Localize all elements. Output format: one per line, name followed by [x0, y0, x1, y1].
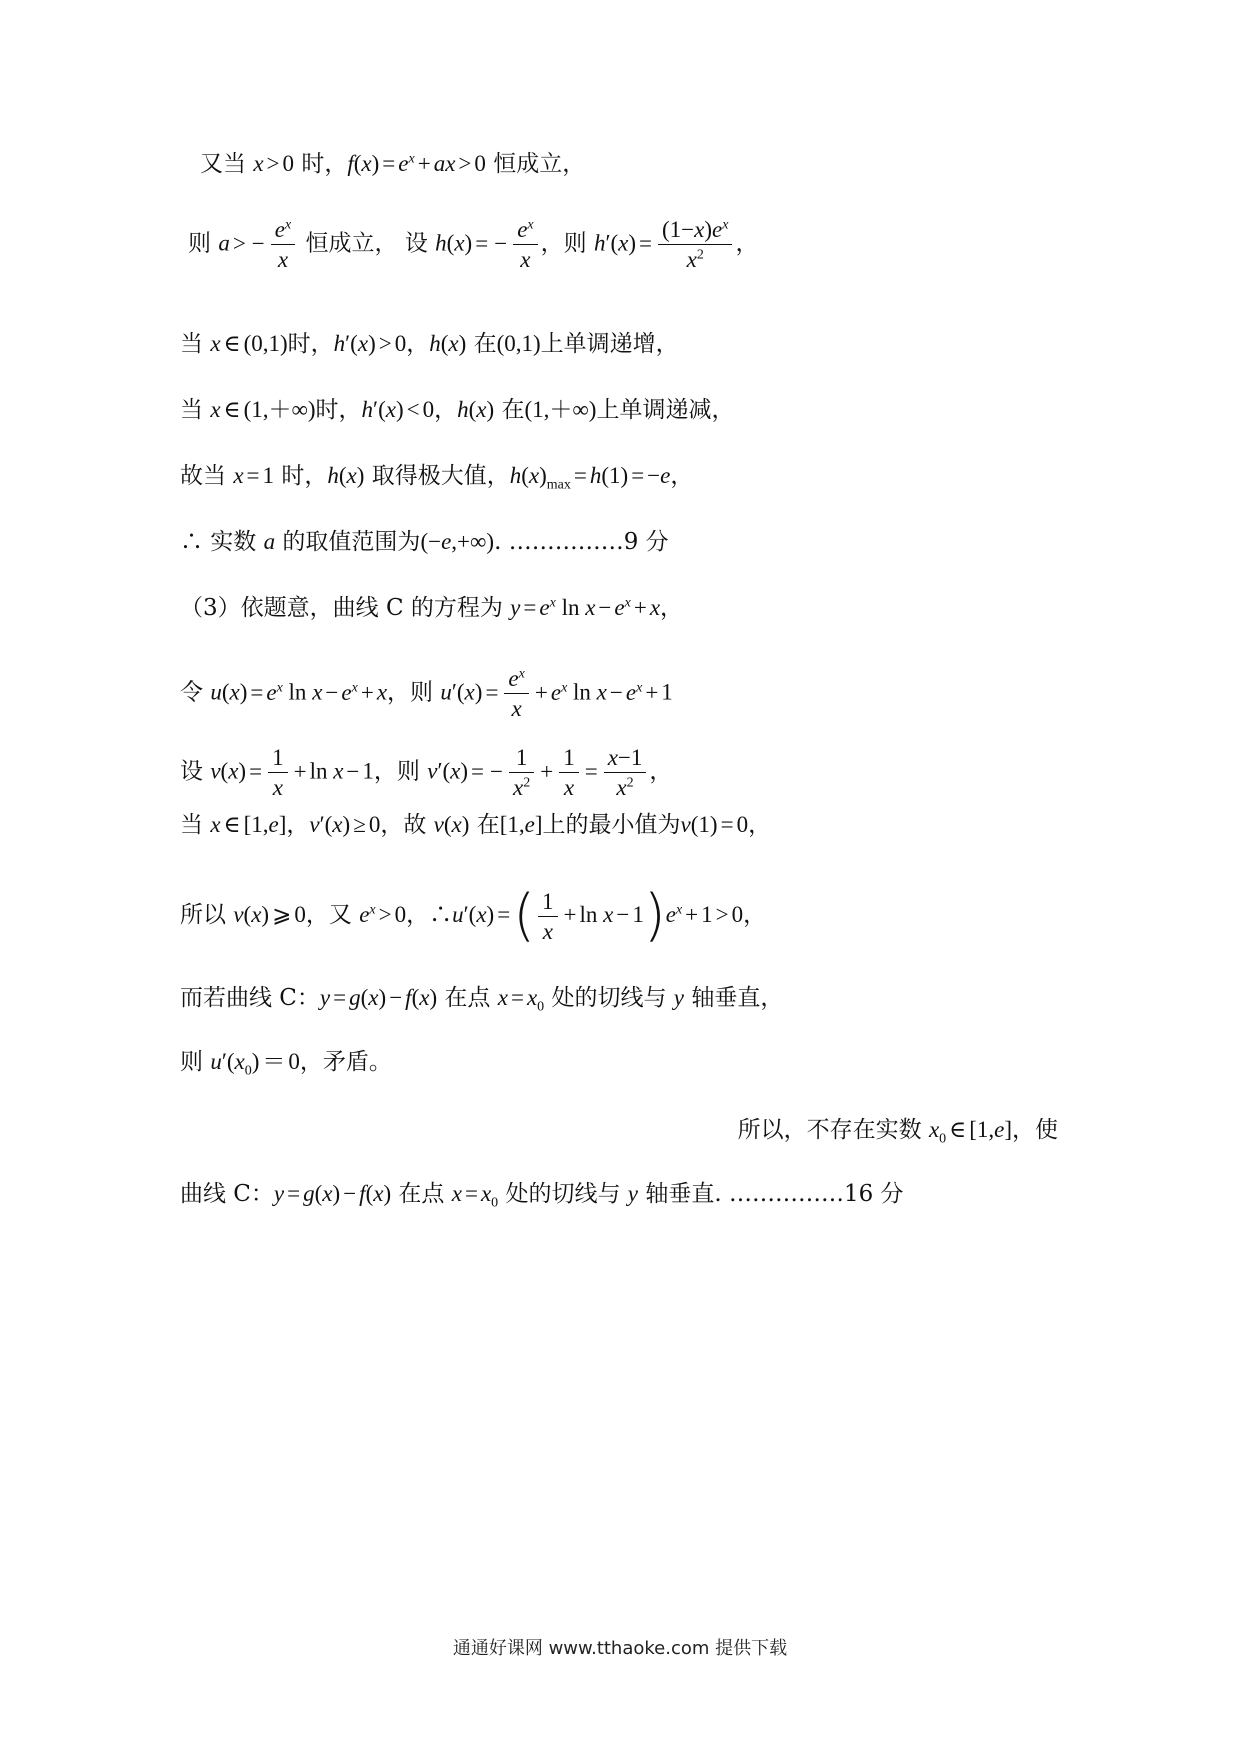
solution-line-13: 则 $u'(x_0) = 0$，矛盾。 [180, 1049, 392, 1079]
text: ， [743, 902, 767, 928]
solution-line-4: 当 x ∈ (1,＋∞)时，h′(x) < 0，h(x) 在(1,＋∞)上单调递减， [180, 397, 735, 423]
text: 在 [469, 812, 500, 838]
text: ∴ 实数 [180, 529, 264, 555]
text: 时， [315, 397, 362, 423]
text: ， [406, 331, 430, 357]
text: 所以 [180, 902, 234, 928]
text: 取得极大值， [364, 463, 510, 489]
fraction: $\frac{e^x}{x}$ [513, 218, 537, 271]
text: 当 [180, 331, 211, 357]
text: 设 [180, 758, 211, 785]
text: 在 [494, 397, 525, 423]
text: ，又 [305, 902, 360, 928]
text: 故当 [180, 463, 234, 489]
text: 曲线 C： [180, 1181, 274, 1207]
text: 轴垂直. ……………16 分 [638, 1181, 904, 1207]
text: ， [660, 595, 684, 621]
text: ， [670, 463, 694, 489]
solution-line-10: 当 x ∈ [1,e]，v′(x) ≥ 0，故 v(x) 在[1,e]上的最小值为v(1) = 0， [180, 812, 772, 838]
fraction: $\frac{x-1}{x^2}$ [604, 746, 647, 799]
text: 时， [274, 463, 328, 489]
text: 在点 [437, 985, 498, 1011]
text: 的取值范围为 [275, 529, 421, 555]
text: 时， [294, 151, 348, 177]
solution-line-7: （3）依题意，曲线 C 的方程为 $y = e^x$ $\ln x - e^x + x$， [180, 595, 684, 621]
text: 当 [180, 397, 211, 423]
solution-line-3: 当 x ∈ (0,1)时，h′(x) > 0，h(x) 在(0,1)上单调递增， [180, 331, 679, 357]
text: ，矛盾。 [299, 1049, 392, 1075]
text: ， [748, 812, 772, 838]
solution-line-15: 曲线 C：y = g(x) − f(x) 在点 $x = x_0$ 处的切线与 y 轴垂直. ……………16 分 [180, 1181, 904, 1211]
fraction: $\frac{1}{x}$ [268, 746, 288, 799]
text: 上的最小值为 [542, 812, 681, 838]
text: ，故 [380, 812, 434, 838]
text: 则 [188, 230, 219, 257]
text: 而若曲线 C： [180, 985, 320, 1011]
solution-line-11: 所以 v(x) ⩾ 0，又 $e^x > 0$，∴u′(x) =( $\frac{1}{x}$ + $\ln x - 1)e^x + 1 > 0$， [180, 883, 767, 948]
solution-line-6: ∴ 实数 a 的取值范围为(−e,+∞). ……………9 分 [180, 529, 669, 555]
solution-line-5: 故当 x = 1 时，h(x) 取得极大值，$h(x)_{max} = h(1) = -e$， [180, 463, 694, 493]
solution-line-8: 令 $u(x) = e^x$ $\ln x - e^x + x$，则 u′(x) = $\frac{e^x}{x}$ + $e^x$ $\ln x - e^x + 1$ [180, 666, 673, 721]
text: ，使 [1012, 1117, 1058, 1143]
text: ， [434, 397, 458, 423]
text: 上单调递减， [596, 397, 735, 423]
solution-line-14: 所以，不存在实数 $x_0$ ∈ [1,e]，使 [737, 1117, 1058, 1147]
fraction: $\frac{e^x}{x}$ [504, 667, 528, 720]
text: 则 [180, 1049, 211, 1075]
text: 恒成立， 设 [298, 230, 436, 257]
solution-line-1: 又当 x > 0 时，$f(x) = e^x$ + ax > 0 恒成立， [200, 151, 586, 177]
text: ，则 [373, 758, 428, 785]
text: . ……………9 分 [494, 529, 669, 555]
text: ， [286, 812, 310, 838]
fraction: $\frac{(1-x)e^x}{x^2}$ [658, 218, 732, 271]
fraction: $\frac{1}{x^2}$ [509, 746, 534, 799]
solution-line-2: 则 a > − $\frac{e^x}{x}$ 恒成立， 设 h(x) = − $\frac{e^x}{x}$ ，则 h′(x) = $\frac{(1-x)e^x}{x^2}$ ， [188, 217, 759, 272]
text: 轴垂直， [684, 985, 784, 1011]
text: ，∴ [406, 902, 453, 928]
text: ， [649, 758, 673, 785]
fraction: $\frac{1}{x}$ [559, 746, 579, 799]
text: 当 [180, 812, 211, 838]
text: （3）依题意，曲线 C 的方程为 [180, 595, 511, 621]
text: 所以，不存在实数 [737, 1117, 929, 1143]
text: 又当 [200, 151, 254, 177]
text: 处的切线与 [544, 985, 674, 1011]
text: 时， [287, 331, 334, 357]
text: ， [735, 230, 759, 257]
text: 恒成立， [485, 151, 586, 177]
page-footer: 通通好课网 www.tthaoke.com 提供下载 [452, 1638, 788, 1659]
fraction: $\frac{1}{x}$ [538, 890, 558, 943]
text: 在点 [391, 1181, 452, 1207]
text: ，则 [540, 230, 594, 257]
solution-line-9: 设 v(x) = $\frac{1}{x}$ + ln x − 1，则 v′(x) = − $\frac{1}{x^2}$ + $\frac{1}{x}$ = $\frac{x-1}{x^2}$ ， [180, 745, 673, 800]
text: 处的切线与 [498, 1181, 628, 1207]
text: ，则 [387, 679, 441, 706]
solution-line-12: 而若曲线 C：y = g(x) − f(x) 在点 $x = x_0$ 处的切线与 y 轴垂直， [180, 985, 784, 1015]
text: 令 [180, 679, 211, 706]
text: 在 [466, 331, 497, 357]
text: 上单调递增， [540, 331, 679, 357]
fraction: $\frac{e^x}{x}$ [271, 218, 295, 271]
